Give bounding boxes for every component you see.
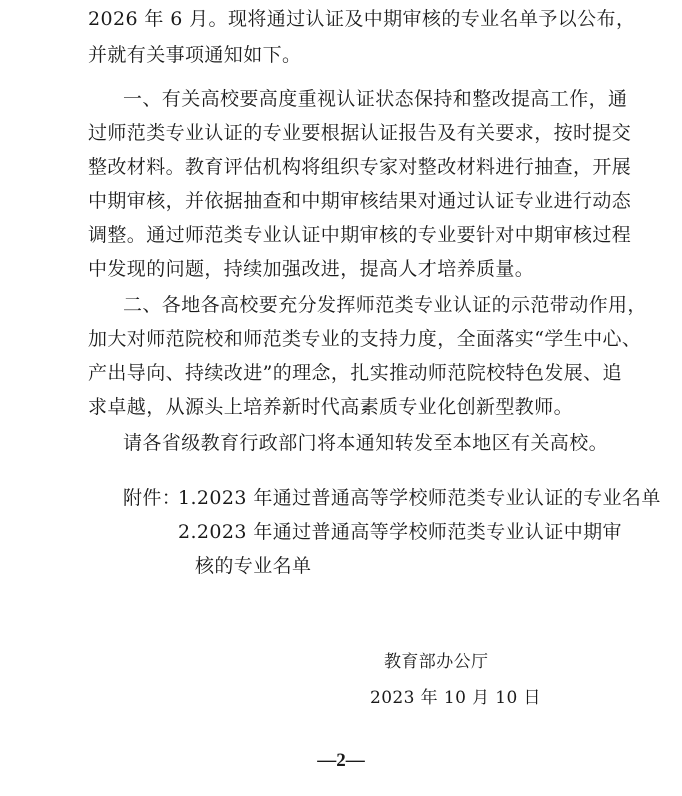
paragraph-1-line-3: 整改材料。教育评估机构将组织专家对整改材料进行抽查，开展 xyxy=(88,156,632,178)
paragraph-1-line-6: 中发现的问题，持续加强改进，提高人才培养质量。 xyxy=(88,258,535,280)
attachment-item-1: 1.2023 年通过普通高等学校师范类专业认证的专业名单 xyxy=(178,487,661,509)
attachments-label: 附件： xyxy=(123,487,182,509)
body-line-1: 2026 年 6 月。现将通过认证及中期审核的专业名单予以公布， xyxy=(88,8,636,30)
paragraph-1-line-1: 一、有关高校要高度重视认证状态保持和整改提高工作，通 xyxy=(123,88,628,110)
paragraph-2-line-4: 求卓越，从源头上培养新时代高素质专业化创新型教师。 xyxy=(88,396,574,418)
closing-line: 请各省级教育行政部门将本通知转发至本地区有关高校。 xyxy=(123,432,609,454)
paragraph-1-line-2: 过师范类专业认证的专业要根据认证报告及有关要求，按时提交 xyxy=(88,122,632,144)
paragraph-2-line-1: 二、各地各高校要充分发挥师范类专业认证的示范带动作用， xyxy=(123,294,647,316)
body-line-2: 并就有关事项通知如下。 xyxy=(88,44,302,66)
attachment-item-2-continued: 核的专业名单 xyxy=(195,555,312,577)
paragraph-1-line-5: 调整。通过师范类专业认证中期审核的专业要针对中期审核过程 xyxy=(88,224,632,246)
attachment-item-2: 2.2023 年通过普通高等学校师范类专业认证中期审 xyxy=(178,521,622,543)
paragraph-2-line-3: 产出导向、持续改进”的理念，扎实推动师范院校特色发展、追 xyxy=(88,362,622,384)
paragraph-2-line-2: 加大对师范院校和师范类专业的支持力度，全面落实“学生中心、 xyxy=(88,328,642,350)
signature-date: 2023 年 10 月 10 日 xyxy=(370,688,541,708)
signature-organization: 教育部办公厅 xyxy=(384,652,489,672)
page-number: —2— xyxy=(317,750,365,771)
paragraph-1-line-4: 中期审核，并依据抽查和中期审核结果对通过认证专业进行动态 xyxy=(88,190,632,212)
